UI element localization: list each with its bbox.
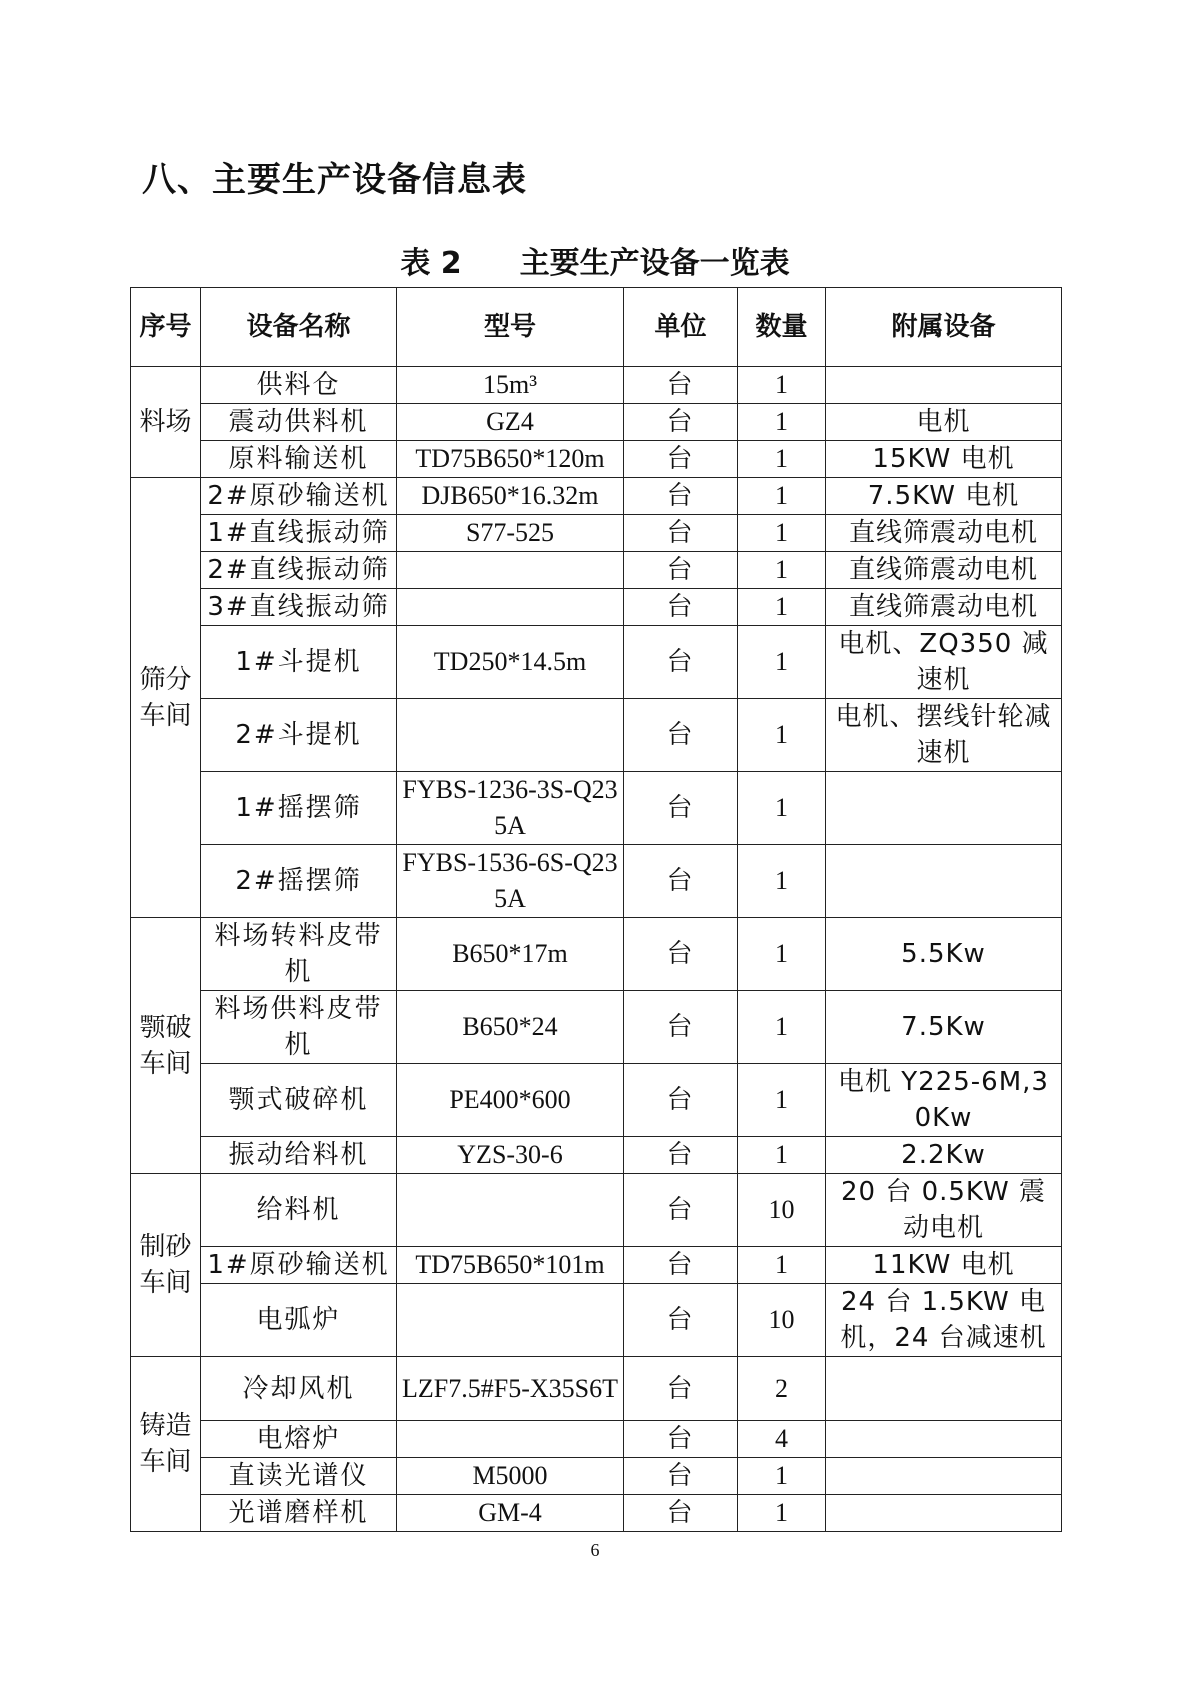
quantity-cell: 10 [738,1174,826,1247]
table-body [131,367,1062,1532]
model-cell: TD75B650*120m [397,441,624,478]
model-cell: 15m³ [397,367,624,404]
header-seq: 序号 [131,288,201,367]
table-row [131,699,1062,772]
quantity-cell: 1 [738,1458,826,1495]
unit-cell: 台 [624,589,738,626]
quantity-cell: 1 [738,845,826,918]
equipment-name-cell: 电弧炉 [201,1284,397,1357]
model-cell: LZF7.5#F5-X35S6T [397,1357,624,1421]
table-row [131,772,1062,845]
unit-cell: 台 [624,1174,738,1247]
attached-equipment-cell [826,1357,1062,1421]
attached-equipment-cell: 电机、摆线针轮减速机 [826,699,1062,772]
table-row [131,626,1062,699]
section-title: 八、主要生产设备信息表 [142,160,527,200]
equipment-name-cell: 冷却风机 [201,1357,397,1421]
category-cell: 筛分车间 [131,478,201,918]
attached-equipment-cell: 电机 [826,404,1062,441]
model-cell [397,1284,624,1357]
quantity-cell: 2 [738,1357,826,1421]
quantity-cell: 1 [738,1064,826,1137]
quantity-cell: 1 [738,515,826,552]
attached-equipment-cell [826,845,1062,918]
unit-cell: 台 [624,991,738,1064]
model-cell: GZ4 [397,404,624,441]
quantity-cell: 1 [738,1495,826,1532]
attached-equipment-cell [826,1458,1062,1495]
attached-equipment-cell [826,367,1062,404]
table-title: 主要生产设备一览表 [519,246,790,281]
equipment-name-cell: 震动供料机 [201,404,397,441]
model-cell: B650*24 [397,991,624,1064]
attached-equipment-cell: 7.5KW 电机 [826,478,1062,515]
quantity-cell: 1 [738,1247,826,1284]
quantity-cell: 1 [738,404,826,441]
attached-equipment-cell: 11KW 电机 [826,1247,1062,1284]
category-cell: 铸造车间 [131,1357,201,1532]
quantity-cell: 4 [738,1421,826,1458]
equipment-name-cell: 供料仓 [201,367,397,404]
quantity-cell: 1 [738,367,826,404]
attached-equipment-cell: 直线筛震动电机 [826,552,1062,589]
header-attach: 附属设备 [826,288,1062,367]
table-label: 表 2 [400,246,462,281]
attached-equipment-cell [826,772,1062,845]
equipment-name-cell: 2#斗提机 [201,699,397,772]
equipment-name-cell: 给料机 [201,1174,397,1247]
unit-cell: 台 [624,1137,738,1174]
quantity-cell: 1 [738,918,826,991]
equipment-name-cell: 2#原砂输送机 [201,478,397,515]
quantity-cell: 1 [738,772,826,845]
equipment-name-cell: 2#直线振动筛 [201,552,397,589]
equipment-name-cell: 1#斗提机 [201,626,397,699]
header-model: 型号 [397,288,624,367]
attached-equipment-cell: 7.5Kw [826,991,1062,1064]
unit-cell: 台 [624,699,738,772]
model-cell [397,589,624,626]
attached-equipment-cell: 24 台 1.5KW 电机，24 台减速机 [826,1284,1062,1357]
equipment-name-cell: 料场转料皮带机 [201,918,397,991]
table-row [131,441,1062,478]
model-cell: DJB650*16.32m [397,478,624,515]
equipment-table [130,287,1062,1532]
equipment-name-cell: 料场供料皮带机 [201,991,397,1064]
attached-equipment-cell [826,1421,1062,1458]
unit-cell: 台 [624,1357,738,1421]
attached-equipment-cell: 20 台 0.5KW 震动电机 [826,1174,1062,1247]
unit-cell: 台 [624,552,738,589]
attached-equipment-cell: 电机、ZQ350 减速机 [826,626,1062,699]
equipment-name-cell: 1#直线振动筛 [201,515,397,552]
quantity-cell: 1 [738,699,826,772]
model-cell: FYBS-1536-6S-Q235A [397,845,624,918]
page-number: 6 [590,1540,600,1560]
table-row [131,1458,1062,1495]
equipment-name-cell: 电熔炉 [201,1421,397,1458]
category-cell: 制砂车间 [131,1174,201,1357]
unit-cell: 台 [624,1421,738,1458]
table-row [131,1284,1062,1357]
category-cell: 料场 [131,367,201,478]
header-unit: 单位 [624,288,738,367]
unit-cell: 台 [624,918,738,991]
model-cell [397,1174,624,1247]
attached-equipment-cell: 直线筛震动电机 [826,515,1062,552]
equipment-name-cell: 1#原砂输送机 [201,1247,397,1284]
header-qty: 数量 [738,288,826,367]
quantity-cell: 10 [738,1284,826,1357]
attached-equipment-cell: 直线筛震动电机 [826,589,1062,626]
unit-cell: 台 [624,367,738,404]
attached-equipment-cell [826,1495,1062,1532]
model-cell [397,699,624,772]
table-row [131,552,1062,589]
unit-cell: 台 [624,626,738,699]
model-cell: TD250*14.5m [397,626,624,699]
unit-cell: 台 [624,515,738,552]
quantity-cell: 1 [738,552,826,589]
equipment-name-cell: 颚式破碎机 [201,1064,397,1137]
table-row [131,1064,1062,1137]
equipment-name-cell: 光谱磨样机 [201,1495,397,1532]
table-caption [0,238,1190,282]
model-cell: GM-4 [397,1495,624,1532]
attached-equipment-cell: 2.2Kw [826,1137,1062,1174]
attached-equipment-cell: 电机 Y225-6M,30Kw [826,1064,1062,1137]
quantity-cell: 1 [738,1137,826,1174]
quantity-cell: 1 [738,991,826,1064]
table-row [131,589,1062,626]
unit-cell: 台 [624,478,738,515]
equipment-name-cell: 3#直线振动筛 [201,589,397,626]
table-row [131,404,1062,441]
model-cell: PE400*600 [397,1064,624,1137]
attached-equipment-cell: 5.5Kw [826,918,1062,991]
table-row [131,1357,1062,1421]
model-cell: S77-525 [397,515,624,552]
table-row [131,1421,1062,1458]
equipment-name-cell: 振动给料机 [201,1137,397,1174]
unit-cell: 台 [624,772,738,845]
model-cell: FYBS-1236-3S-Q235A [397,772,624,845]
table-row [131,1247,1062,1284]
category-cell: 颚破车间 [131,918,201,1174]
table-row [131,918,1062,991]
table-row [131,515,1062,552]
unit-cell: 台 [624,1495,738,1532]
equipment-name-cell: 直读光谱仪 [201,1458,397,1495]
table-row [131,991,1062,1064]
model-cell: TD75B650*101m [397,1247,624,1284]
model-cell [397,1421,624,1458]
unit-cell: 台 [624,404,738,441]
model-cell [397,552,624,589]
table-row [131,845,1062,918]
table-row [131,478,1062,515]
quantity-cell: 1 [738,441,826,478]
header-row [131,288,1062,367]
quantity-cell: 1 [738,626,826,699]
model-cell: B650*17m [397,918,624,991]
unit-cell: 台 [624,441,738,478]
table-row [131,367,1062,404]
table-row [131,1495,1062,1532]
unit-cell: 台 [624,1064,738,1137]
quantity-cell: 1 [738,589,826,626]
table-row [131,1137,1062,1174]
equipment-name-cell: 2#摇摆筛 [201,845,397,918]
unit-cell: 台 [624,1458,738,1495]
attached-equipment-cell: 15KW 电机 [826,441,1062,478]
model-cell: YZS-30-6 [397,1137,624,1174]
equipment-name-cell: 原料输送机 [201,441,397,478]
unit-cell: 台 [624,1284,738,1357]
header-name: 设备名称 [201,288,397,367]
unit-cell: 台 [624,1247,738,1284]
equipment-name-cell: 1#摇摆筛 [201,772,397,845]
table-row [131,1174,1062,1247]
unit-cell: 台 [624,845,738,918]
model-cell: M5000 [397,1458,624,1495]
quantity-cell: 1 [738,478,826,515]
